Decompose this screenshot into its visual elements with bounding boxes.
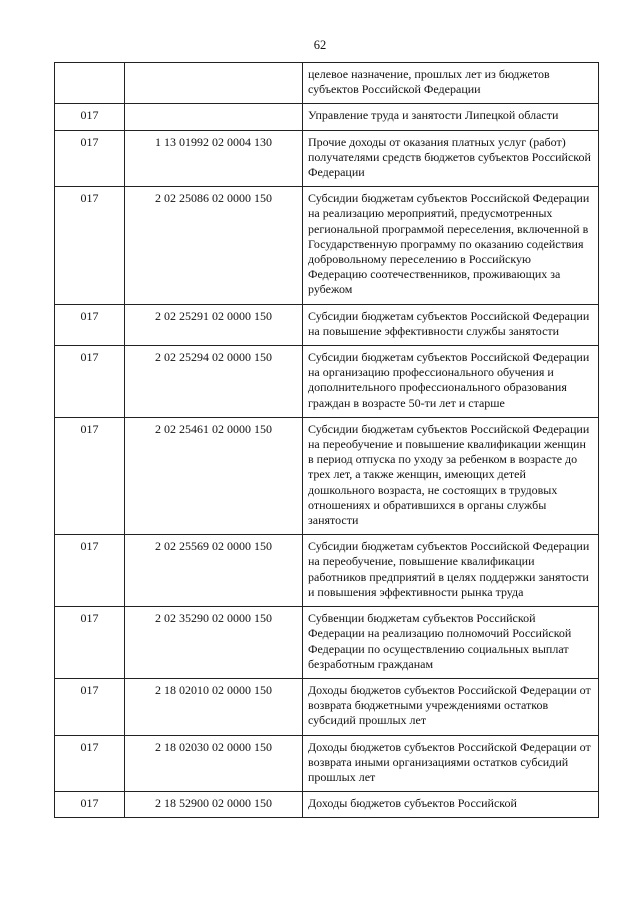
admin-code-cell: 017 — [55, 792, 125, 818]
budget-code-cell: 2 02 35290 02 0000 150 — [125, 607, 303, 679]
admin-code-cell: 017 — [55, 535, 125, 607]
revenue-name-cell: Субсидии бюджетам субъектов Российской Федерации на переобучение и повышение квалификации женщин в период отпуска по уходу за ребенком в возрасте до трех лет, а также женщин, имеющих детей дошкольного возраста, не состоящих в трудовых отношениях и обратившихся в органы службы занятости — [303, 417, 599, 534]
budget-code-cell: 2 02 25294 02 0000 150 — [125, 346, 303, 418]
budget-code-cell: 2 02 25569 02 0000 150 — [125, 535, 303, 607]
admin-code-cell: 017 — [55, 187, 125, 304]
admin-code-cell: 017 — [55, 417, 125, 534]
admin-code-cell — [55, 63, 125, 104]
budget-code-cell — [125, 63, 303, 104]
budget-code-cell: 2 18 02010 02 0000 150 — [125, 678, 303, 735]
budget-revenue-table — [54, 62, 599, 818]
revenue-name-cell: Субсидии бюджетам субъектов Российской Федерации на повышение эффективности службы занятости — [303, 304, 599, 345]
admin-code-cell: 017 — [55, 735, 125, 792]
budget-code-cell: 2 02 25461 02 0000 150 — [125, 417, 303, 534]
admin-code-cell: 017 — [55, 130, 125, 187]
table-row — [55, 63, 599, 104]
budget-code-cell: 2 02 25086 02 0000 150 — [125, 187, 303, 304]
revenue-name-cell: Прочие доходы от оказания платных услуг (работ) получателями средств бюджетов субъектов Российской Федерации — [303, 130, 599, 187]
revenue-name-cell: Доходы бюджетов субъектов Российской Федерации от возврата иными организациями остатков субсидий прошлых лет — [303, 735, 599, 792]
table-row — [55, 678, 599, 735]
admin-code-cell: 017 — [55, 346, 125, 418]
revenue-name-cell: Субсидии бюджетам субъектов Российской Федерации на организацию профессионального обучения и дополнительного профессионального образования граждан в возрасте 50-ти лет и старше — [303, 346, 599, 418]
admin-code-cell: 017 — [55, 104, 125, 130]
table-row — [55, 535, 599, 607]
budget-code-cell: 2 02 25291 02 0000 150 — [125, 304, 303, 345]
revenue-name-cell: Субсидии бюджетам субъектов Российской Федерации на реализацию мероприятий, предусмотренных региональной программой переселения, включенной в Государственную программу по оказанию содействия добровольному переселению в Российскую Федерацию соотечественников, проживающих за рубежом — [303, 187, 599, 304]
revenue-name-cell: целевое назначение, прошлых лет из бюджетов субъектов Российской Федерации — [303, 63, 599, 104]
table-row — [55, 304, 599, 345]
table-row — [55, 187, 599, 304]
revenue-name-cell: Доходы бюджетов субъектов Российской Федерации от возврата бюджетными учреждениями остатков субсидий прошлых лет — [303, 678, 599, 735]
table-row — [55, 607, 599, 679]
table-row — [55, 346, 599, 418]
budget-code-cell: 2 18 52900 02 0000 150 — [125, 792, 303, 818]
admin-code-cell: 017 — [55, 607, 125, 679]
revenue-name-cell: Доходы бюджетов субъектов Российской — [303, 792, 599, 818]
table-row — [55, 417, 599, 534]
page-number: 62 — [313, 38, 327, 52]
table-row — [55, 104, 599, 130]
revenue-name-cell: Субсидии бюджетам субъектов Российской Федерации на переобучение, повышение квалификации работников предприятий в целях поддержки занятости и повышения эффективности рынка труда — [303, 535, 599, 607]
table-row — [55, 735, 599, 792]
admin-code-cell: 017 — [55, 304, 125, 345]
admin-code-cell: 017 — [55, 678, 125, 735]
table-row — [55, 792, 599, 818]
revenue-name-cell: Управление труда и занятости Липецкой области — [303, 104, 599, 130]
budget-code-cell — [125, 104, 303, 130]
table-row — [55, 130, 599, 187]
revenue-name-cell: Субвенции бюджетам субъектов Российской Федерации на реализацию полномочий Российской Федерации по осуществлению социальных выплат безработным гражданам — [303, 607, 599, 679]
budget-code-cell: 2 18 02030 02 0000 150 — [125, 735, 303, 792]
budget-code-cell: 1 13 01992 02 0004 130 — [125, 130, 303, 187]
